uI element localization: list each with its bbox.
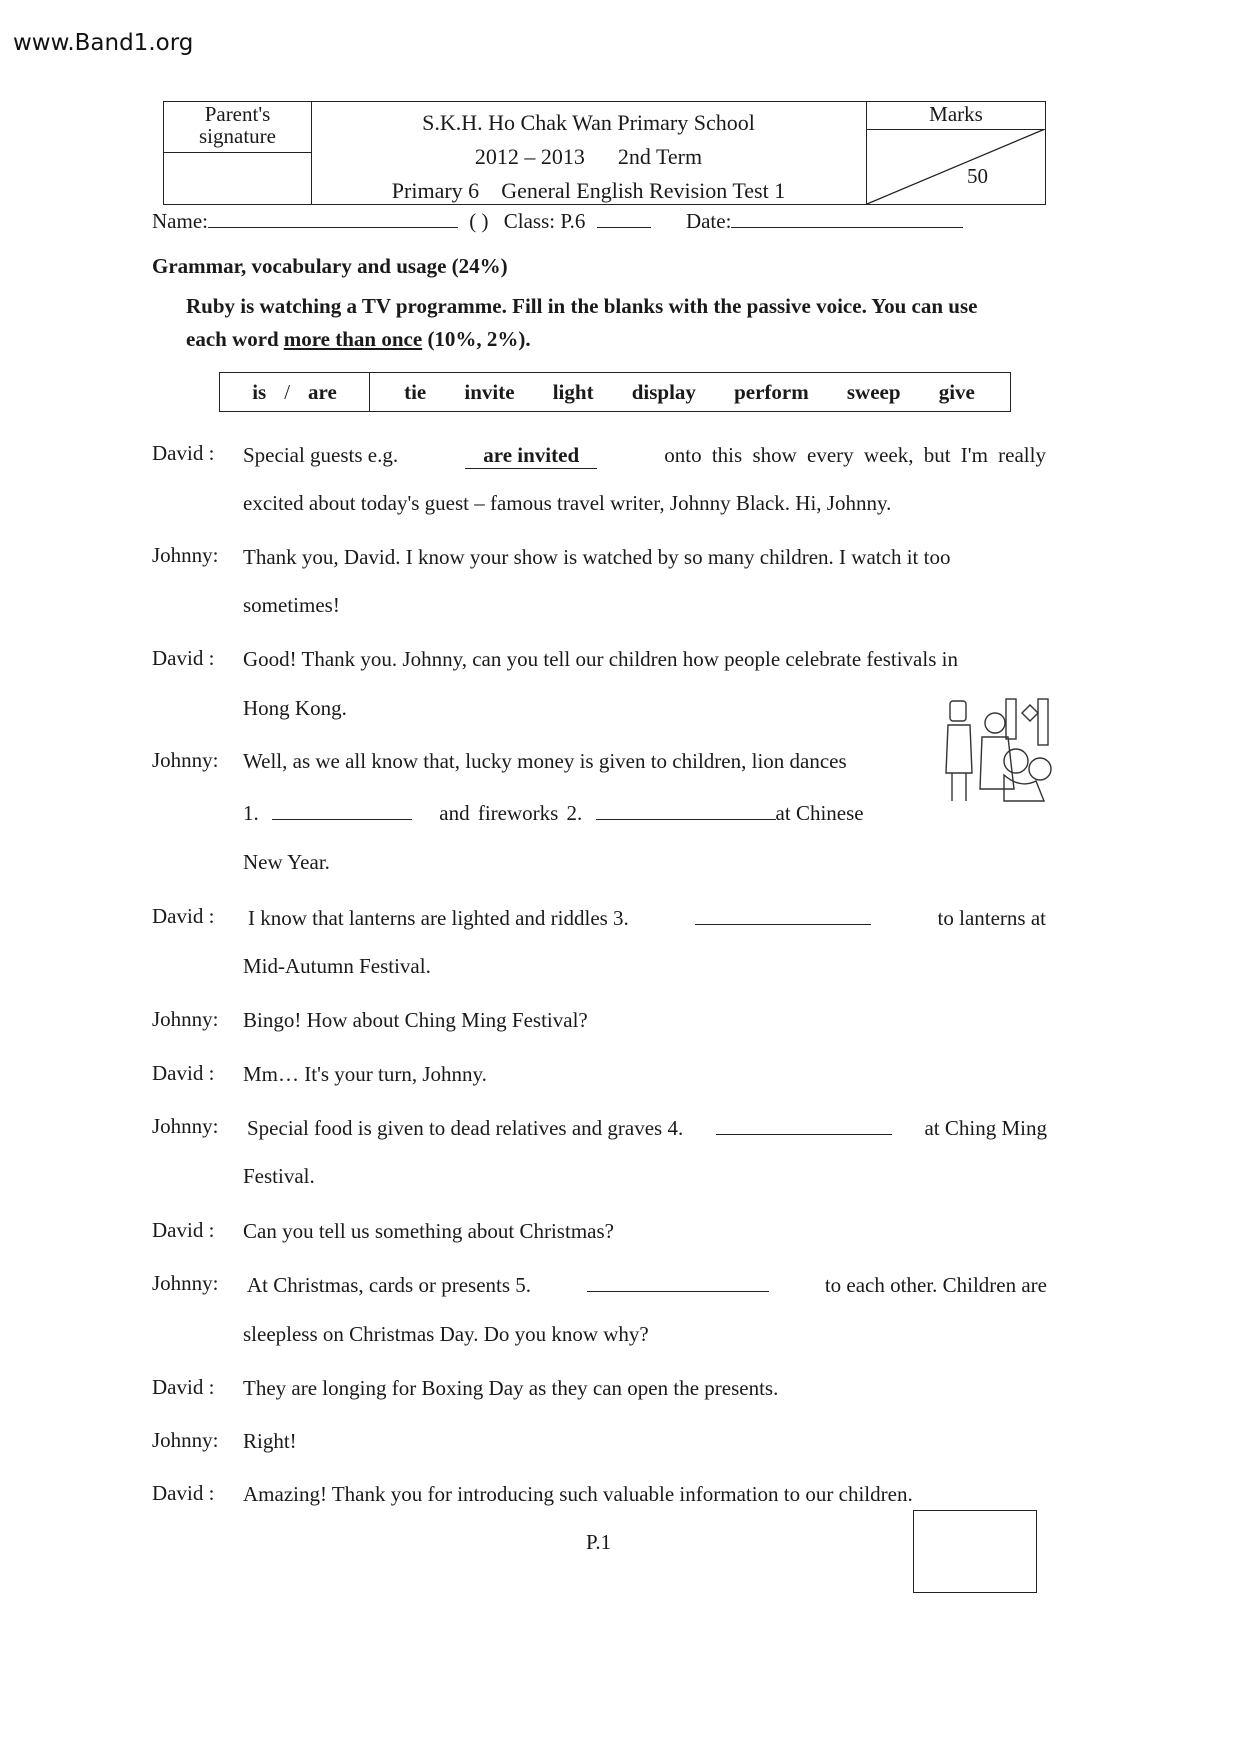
word-is: is (252, 379, 267, 404)
question-number-1: 1. (243, 801, 259, 825)
word-bank (219, 372, 1011, 412)
dialogue-text: to lanterns at (937, 906, 1046, 930)
word-are: are (308, 379, 337, 404)
dialogue-line: Good! Thank you. Johnny, can you tell our children how people celebrate festivals in (243, 647, 958, 671)
dialogue-line: Thank you, David. I know your show is watched by so many children. I watch it too (243, 545, 951, 569)
dialogue-line-blanks (243, 801, 864, 826)
answer-blank-3[interactable] (695, 906, 871, 925)
dialogue-continuation: Festival. (243, 1164, 315, 1188)
speaker-label: Johnny: (152, 748, 219, 772)
festival-illustration (940, 693, 1058, 805)
dialogue-line: Bingo! How about Ching Ming Festival? (243, 1008, 588, 1032)
dialogue-continuation: Hong Kong. (243, 696, 347, 720)
dialogue-line (248, 906, 1046, 931)
marks-total: 50 (967, 164, 988, 188)
page-score-box[interactable] (913, 1510, 1037, 1593)
speaker-label: Johnny: (152, 1114, 219, 1138)
class-label: Class: P.6 (503, 209, 586, 233)
dialogue-line: They are longing for Boxing Day as they can open the presents. (243, 1376, 779, 1400)
speaker-label: David : (152, 1481, 215, 1505)
page-number: P.1 (586, 1530, 612, 1554)
marks-diagonal-line (867, 129, 1045, 204)
instruction-emphasis: more than once (283, 327, 423, 351)
test-title-line (311, 178, 866, 204)
dialogue-text: At Christmas, cards or presents 5. (247, 1273, 532, 1297)
speaker-label: David : (152, 646, 215, 670)
name-label: Name: (152, 209, 208, 233)
speaker-label: Johnny: (152, 543, 219, 567)
dialogue-line (243, 443, 1046, 469)
word-perform: perform (734, 379, 809, 404)
dialogue-continuation: sometimes! (243, 593, 340, 617)
grade: Primary 6 (391, 178, 480, 203)
speaker-label: Johnny: (152, 1007, 219, 1031)
dialogue-line (247, 1273, 1047, 1298)
header-table (163, 101, 1046, 205)
dialogue-line (247, 1116, 1047, 1141)
dialogue-line: Can you tell us something about Christmas? (243, 1219, 614, 1243)
speaker-label: David : (152, 1218, 215, 1242)
instruction-prefix: each word (186, 327, 279, 351)
date-field[interactable] (731, 207, 963, 228)
dialogue-continuation: excited about today's guest – famous travel writer, Johnny Black. Hi, Johnny. (243, 491, 892, 515)
dialogue-text: to each other. Children are (824, 1273, 1047, 1297)
term: 2nd Term (617, 144, 703, 169)
word-tie: tie (404, 379, 427, 404)
dialogue-continuation: New Year. (243, 850, 330, 874)
test-title: General English Revision Test 1 (501, 178, 786, 203)
word-sweep: sweep (846, 379, 901, 404)
dialogue-continuation: sleepless on Christmas Day. Do you know why? (243, 1322, 649, 1346)
school-info-cell (311, 102, 866, 204)
class-field[interactable] (597, 207, 651, 228)
answer-blank-2[interactable] (596, 801, 776, 820)
marks-label: Marks (867, 102, 1045, 130)
school-name: S.K.H. Ho Chak Wan Primary School (422, 110, 755, 135)
speaker-label: David : (152, 441, 215, 465)
instruction-line-2 (186, 327, 531, 352)
word-bank-auxiliaries (220, 373, 370, 411)
answer-blank-5[interactable] (587, 1273, 769, 1292)
date-label: Date: (685, 209, 732, 233)
answer-blank-1[interactable] (272, 801, 412, 820)
dialogue-text: I know that lanterns are lighted and riddles 3. (248, 906, 629, 930)
word-display: display (631, 379, 696, 404)
parent-signature-label: Parent's signature (164, 102, 311, 153)
answer-blank-4[interactable] (716, 1116, 892, 1135)
instruction-suffix: (10%, 2%). (427, 327, 531, 351)
section-title: Grammar, vocabulary and usage (24%) (152, 254, 508, 278)
dialogue-line: Well, as we all know that, lucky money is given to children, lion dances (243, 749, 847, 773)
dialogue-line: Right! (243, 1429, 297, 1453)
word-give: give (938, 379, 975, 404)
speaker-label: Johnny: (152, 1271, 219, 1295)
word-bank-verbs (369, 373, 1010, 411)
dialogue-text: at Chinese (775, 801, 864, 825)
speaker-label: David : (152, 1375, 215, 1399)
dialogue-text: at Ching Ming (924, 1116, 1047, 1140)
word-separator: / (284, 379, 291, 404)
name-field[interactable] (208, 207, 458, 228)
dialogue-text: and fireworks 2. (439, 801, 583, 825)
dialogue-text: Special food is given to dead relatives and graves 4. (247, 1116, 684, 1140)
example-answer: are invited (465, 443, 597, 469)
speaker-label: David : (152, 1061, 215, 1085)
dialogue-line: Mm… It's your turn, Johnny. (243, 1062, 487, 1086)
marks-cell (866, 102, 1045, 204)
year-term (311, 144, 866, 170)
speaker-label: Johnny: (152, 1428, 219, 1452)
school-year: 2012 – 2013 (474, 144, 585, 169)
student-info-line (152, 207, 963, 234)
class-number-field[interactable]: ( ) (469, 209, 489, 233)
word-light: light (552, 379, 594, 404)
watermark: www.Band1.org (13, 30, 194, 56)
dialogue-text: onto this show every week, but I'm really (664, 443, 1046, 467)
word-invite: invite (464, 379, 515, 404)
dialogue-text: Special guests e.g. (243, 443, 399, 467)
dialogue-continuation: Mid-Autumn Festival. (243, 954, 431, 978)
dialogue-line: Amazing! Thank you for introducing such valuable information to our children. (243, 1482, 913, 1506)
speaker-label: David : (152, 904, 215, 928)
parent-signature-cell (164, 102, 312, 204)
instruction-line-1: Ruby is watching a TV programme. Fill in the blanks with the passive voice. You can use (186, 294, 978, 318)
